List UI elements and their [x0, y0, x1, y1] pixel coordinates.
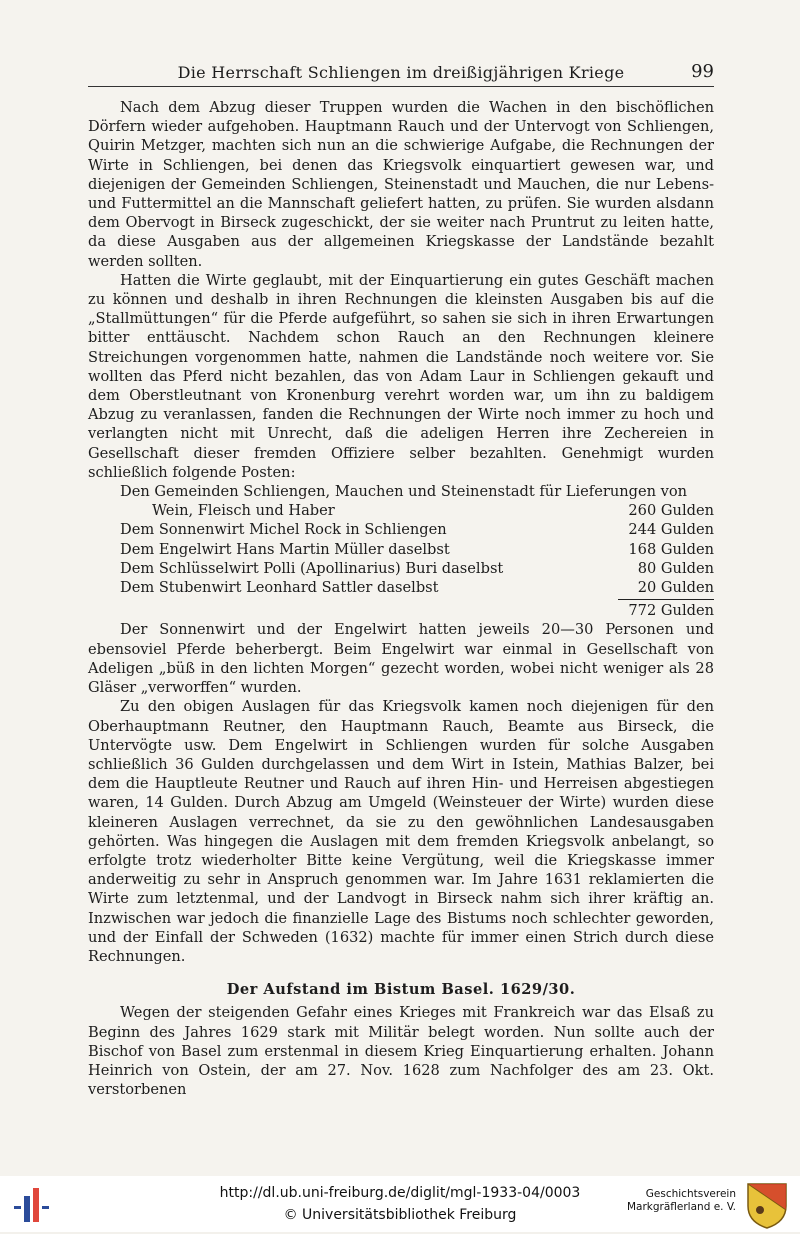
paragraph-4: Zu den obigen Auslagen für das Kriegsvolk kamen noch diejenigen für den Oberhauptmann Reutner, den Hauptmann Rauch, Beamte aus Birseck, die Untervögte usw. Dem Engelwirt in Schliengen wurden für solche Ausgaben schließlich 36 Gulden durchgelassen und dem Wirt in Istein, Mathias Balzer, bei dem die Hauptleute Reutner und Rauch auf ihren Hin- und Herreisen abgestiegen waren, 14 Gulden. Durch Abzug am Umgeld (Weinsteuer der Wirte) wurden diese kleineren Auslagen verrechnet, da sie zu den gewöhnlichen Landesausgaben gehörten. Was hingegen die Auslagen mit dem fremden Kriegsvolk anbelangt, so erfolgte trotz wiederholter Bitte keine Vergütung, weil die Kriegskasse immer anderweitig zu sehr in Anspruch genommen war. Im Jahre 1631 reklamierten die Wirte zum letztenmal, und der Landvogt in Birseck nahm sich ihrer kräftig an. Inzwischen war jedoch die finanzielle Lage des Bistums noch schlechter geworden, und der Einfall der Schweden (1632) machte für immer einen Strich durch diese Rechnungen. [88, 698, 714, 965]
ledger-label: Dem Schlüsselwirt Polli (Apollinarius) Buri daselbst [120, 559, 504, 577]
running-head-title: Die Herrschaft Schliengen im dreißigjährigen Kriege [177, 63, 625, 82]
ledger-row [88, 482, 714, 501]
ledger-amount: 168 Gulden [628, 540, 714, 558]
ledger-label: Dem Sonnenwirt Michel Rock in Schliengen [120, 521, 447, 539]
ledger-row [88, 578, 714, 597]
paragraph-1: Nach dem Abzug dieser Truppen wurden die Wachen in den bischöflichen Dörfern wieder aufgehoben. Hauptmann Rauch und der Untervogt von Schliengen, Quirin Metzger, machten sich nun an die schwierige Aufgabe, die Rechnungen der Wirte in Schliengen, bei denen das Kriegsvolk einquartiert gewesen war, und diejenigen der Gemeinden Schliengen, Steinenstadt und Mauchen, die nur Lebens- und Futtermittel an die Mannschaft geliefert hatten, zu prüfen. Sie wurden alsdann dem Obervogt in Birseck zugeschickt, der sie weiter nach Pruntrut zu leiten hatte, da diese Ausgaben aus der allgemeinen Kriegskasse der Landstände bezahlt werden sollten. [88, 99, 714, 270]
ledger-row [88, 501, 714, 520]
ledger-label: Wein, Fleisch und Haber [152, 502, 335, 520]
ledger-label: Den Gemeinden Schliengen, Mauchen und Steinenstadt für Lieferungen von [120, 483, 688, 501]
ledger-total [88, 599, 714, 620]
ledger-label: Dem Engelwirt Hans Martin Müller daselbst [120, 540, 450, 558]
permalink-url[interactable]: http://dl.ub.uni-freiburg.de/diglit/mgl-1933-04/0003 [219, 1185, 581, 1201]
footer-center [200, 1182, 600, 1226]
paragraph-5: Wegen der steigenden Gefahr eines Krieges mit Frankreich war das Elsaß zu Beginn des Jahres 1629 stark mit Militär belegt worden. Nun sollte auch der Bischof von Basel zum erstenmal in diesem Krieg Einquartierung erhalten. Johann Heinrich von Ostein, der am 27. Nov. 1628 zum Nachfolger des am 23. Okt. verstorbenen [88, 1004, 714, 1099]
ledger-row [88, 540, 714, 559]
society-line-1: Geschichtsverein [645, 1188, 736, 1200]
expense-ledger [88, 482, 714, 620]
ledger-amount: 260 Gulden [628, 502, 714, 520]
running-head [88, 58, 714, 87]
paragraph-2: Hatten die Wirte geglaubt, mit der Einquartierung ein gutes Geschäft machen zu können und deshalb in ihren Rechnungen die kleinsten Ausgaben bis auf die „Stallmüttungen“ für die Pferde aufgeführt, so sahen sie sich in ihren Erwartungen bitter enttäuscht. Nachdem schon Rauch an den Rechnungen kleinere Streichungen vorgenommen hatte, nahmen die Landstände noch weitere vor. Sie wollten das Pferd nicht bezahlen, das von Adam Laur in Schliengen gekauft und dem Oberstleutnant von Kronenburg verehrt worden war, um ihn zu baldigem Abzug zu veranlassen, fanden die Rechnungen der Wirte noch immer zu hoch und verlangten nicht mit Unrecht, daß die adeligen Herren ihre Zechereien in Gesellschaft dieser fremden Offiziere selber bezahlten. Genehmigt wurden schließlich folgende Posten: [88, 271, 714, 481]
library-logo-icon [14, 1184, 50, 1224]
section-heading: Der Aufstand im Bistum Basel. 1629/30. [226, 981, 576, 999]
society-line-2: Markgräflerland e. V. [626, 1201, 736, 1213]
copyright-notice: © Universitätsbibliothek Freiburg [283, 1207, 517, 1223]
society-name [627, 1188, 736, 1214]
ledger-row [88, 520, 714, 539]
ledger-amount: 20 Gulden [637, 579, 714, 597]
ledger-total-amount: 772 Gulden [618, 599, 714, 620]
viewer-footer [0, 1176, 800, 1232]
ledger-amount: 80 Gulden [637, 559, 714, 577]
body-text [88, 98, 714, 1099]
page-number: 99 [691, 61, 714, 82]
ledger-label: Dem Stubenwirt Leonhard Sattler daselbst [120, 579, 439, 597]
ledger-row [88, 559, 714, 578]
paragraph-3: Der Sonnenwirt und der Engelwirt hatten jeweils 20—30 Personen und ebensoviel Pferde beherbergt. Beim Engelwirt war einmal in Gesellschaft von Adeligen „büß in den lichten Morgen“ gezecht worden, wobei nicht weniger als 28 Gläser „verworffen“ wurden. [88, 621, 714, 697]
coat-of-arms-icon [744, 1180, 790, 1230]
ledger-amount: 244 Gulden [628, 521, 714, 539]
